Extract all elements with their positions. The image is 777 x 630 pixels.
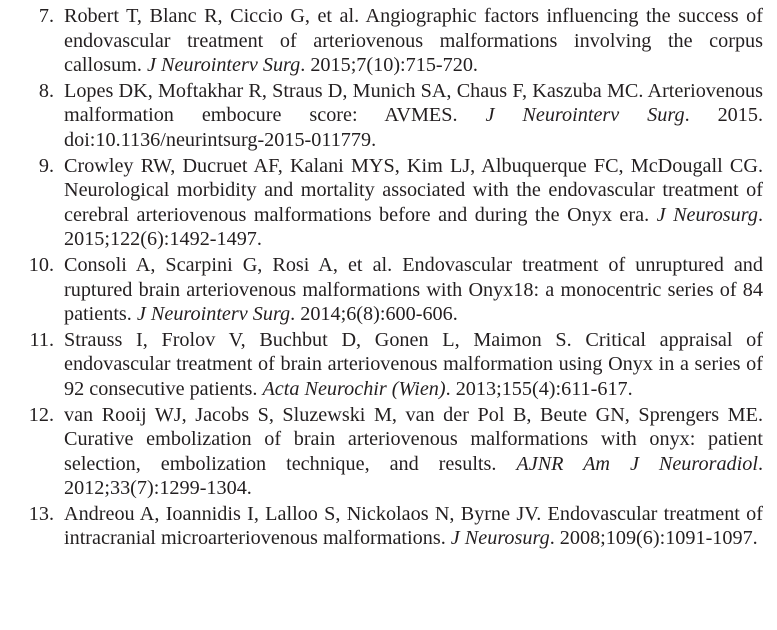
reference-item [10, 328, 763, 402]
reference-details: . 2015. doi:10.1136/neurintsurg-2015-011779. [64, 104, 764, 151]
reference-number: 11. [29, 328, 54, 351]
reference-details: . 2008;109(6):1091-1097. [549, 527, 758, 550]
reference-journal: J Neurosurg [450, 527, 550, 550]
reference-text: van Rooij WJ, Jacobs S, Sluzewski M, van der Pol B, Beute GN, Sprengers ME. Curative embolization of brain arteriovenous malformations with onyx: patient selection, embolization technique, and results. [64, 403, 763, 475]
reference-number: 13. [28, 502, 54, 525]
reference-journal: J Neurointerv Surg [146, 54, 301, 77]
reference-details: . 2015;7(10):715-720. [300, 54, 478, 77]
reference-item [10, 502, 763, 551]
reference-details: . 2012;33(7):1299-1304. [64, 452, 763, 500]
reference-text: Lopes DK, Moftakhar R, Straus D, Munich SA, Chaus F, Kaszuba MC. Arteriovenous malformation embocure score: AVMES. [64, 79, 763, 127]
reference-number: 7. [38, 5, 54, 27]
reference-number: 10. [28, 253, 54, 276]
reference-details: . 2015;122(6):1492-1497. [64, 203, 763, 251]
reference-details: . 2014;6(8):600-606. [290, 303, 458, 326]
reference-item [10, 4, 763, 78]
reference-number: 12. [28, 403, 54, 426]
reference-item [10, 403, 763, 501]
reference-journal: AJNR Am J Neuroradiol [516, 452, 758, 475]
reference-journal: Acta Neurochir (Wien) [262, 377, 446, 400]
reference-text: Robert T, Blanc R, Ciccio G, et al. Angiographic factors influencing the success of endovascular treatment of arteriovenous malformations involving the corpus callosum. [64, 5, 763, 77]
reference-text: Consoli A, Scarpini G, Rosi A, et al. Endovascular treatment of unruptured and ruptured brain arteriovenous malformations with Onyx18: a monocentric series of 84 patients. [64, 253, 763, 326]
reference-number: 9. [38, 154, 54, 177]
reference-text: Andreou A, Ioannidis I, Lalloo S, Nickolaos N, Byrne JV. Endovascular treatment of intracranial microarteriovenous malformations. [64, 502, 763, 550]
reference-item [10, 154, 763, 252]
reference-journal: J Neurointerv Surg [136, 303, 291, 326]
reference-number: 8. [38, 79, 54, 102]
reference-journal: J Neurointerv Surg [485, 104, 685, 127]
reference-text: Strauss I, Frolov V, Buchbut D, Gonen L, Maimon S. Critical appraisal of endovascular treatment of brain arteriovenous malformation using Onyx in a series of 92 consecutive patients. [64, 328, 763, 400]
reference-item [10, 253, 763, 327]
reference-journal: J Neurosurg [656, 203, 758, 226]
reference-item [10, 79, 763, 153]
reference-details: . 2013;155(4):611-617. [445, 377, 633, 400]
reference-text: Crowley RW, Ducruet AF, Kalani MYS, Kim LJ, Albuquerque FC, McDougall CG. Neurological morbidity and mortality associated with the endovascular treatment of cerebral arteriovenous malformations before and during the Onyx era. [64, 154, 763, 226]
